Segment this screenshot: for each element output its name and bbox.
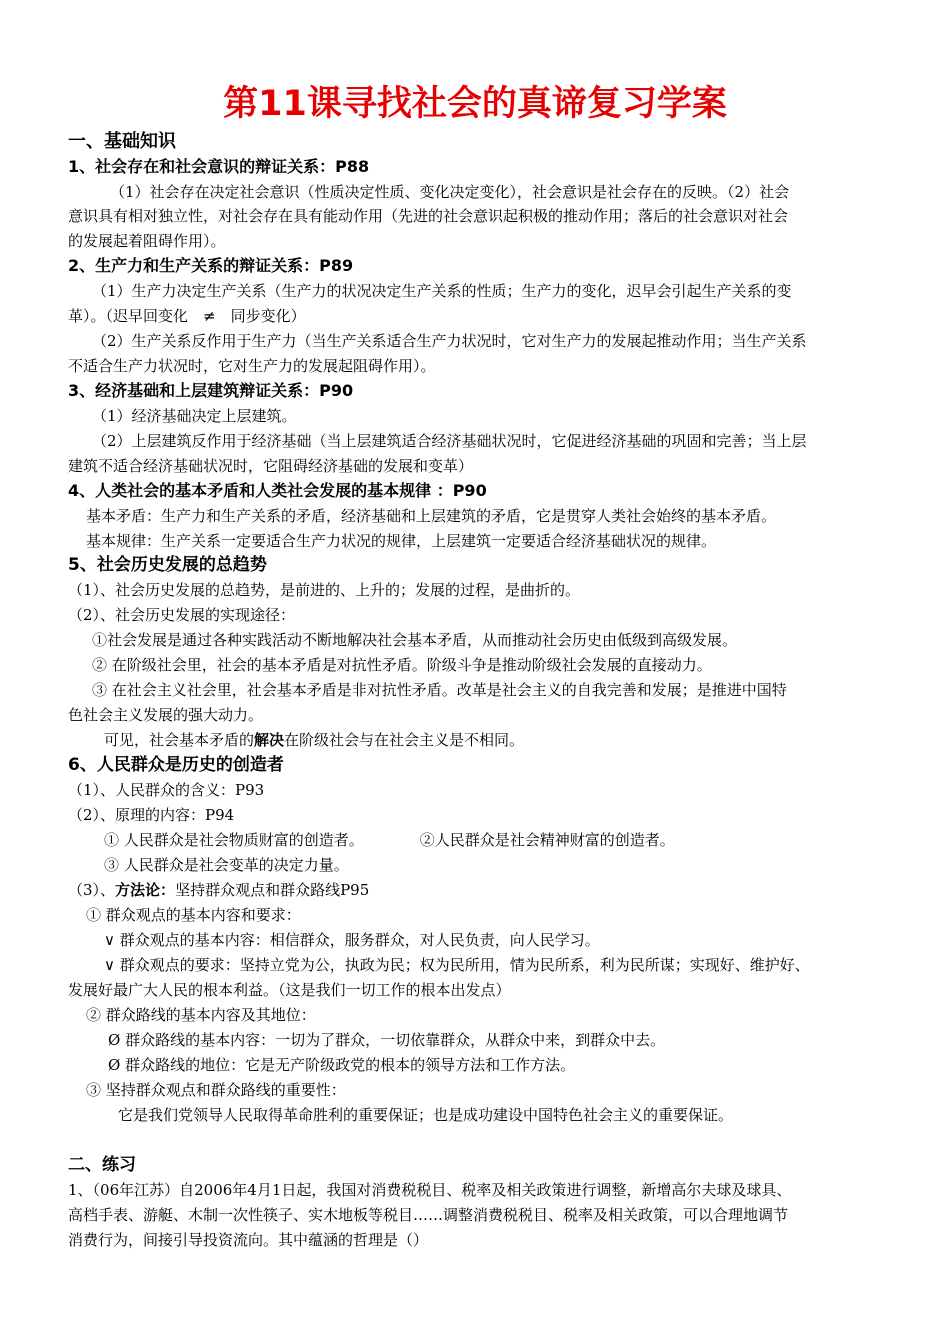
paragraph-line: 建筑不适合经济基础状况时，它阻碍经济基础的发展和变革） — [68, 457, 474, 475]
section-heading-exercises: 二、练习 — [68, 1155, 136, 1175]
paragraph-line: 基本规律：生产关系一定要适合生产力状况的规律，上层建筑一定要适合经济基础状况的规律。 — [86, 532, 717, 550]
paragraph-line — [104, 728, 524, 752]
paragraph-line: ② 在阶级社会里，社会的基本矛盾是对抗性矛盾。阶级斗争是推动阶级社会发展的直接动力。 — [92, 656, 712, 674]
question-line: 高档手表、游艇、木制一次性筷子、实木地板等税目……调整消费税税目、税率及相关政策，可以合理地调节 — [68, 1206, 789, 1224]
paragraph-line — [104, 828, 675, 852]
text-run: ① 人民群众是社会物质财富的创造者。 — [104, 831, 364, 849]
paragraph-line: ③ 坚持群众观点和群众路线的重要性： — [86, 1081, 346, 1099]
paragraph-line: （2）、社会历史发展的实现途径： — [68, 606, 296, 624]
paragraph-line: 色社会主义发展的强大动力。 — [68, 706, 264, 724]
paragraph-line: 基本矛盾：生产力和生产关系的矛盾，经济基础和上层建筑的矛盾，它是贯穿人类社会始终的基本矛盾。 — [86, 507, 777, 525]
paragraph-line: （2）生产关系反作用于生产力（当生产关系适合生产力状况时，它对生产力的发展起推动作用；当生产关系 — [92, 332, 807, 350]
heading-2: 2、生产力和生产关系的辩证关系：P89 — [68, 256, 354, 275]
text-run: 在阶级社会与在社会主义是不相同。 — [284, 731, 525, 749]
bold-text: 解决 — [254, 731, 285, 749]
paragraph-line: ∨ 群众观点的基本内容：相信群众，服务群众，对人民负责，向人民学习。 — [104, 931, 600, 949]
paragraph-line: 的发展起着阻碍作用）。 — [68, 232, 226, 250]
heading-4: 4、人类社会的基本矛盾和人类社会发展的基本规律 ：P90 — [68, 481, 487, 500]
paragraph-line: 革）。（迟早回变化 ≠ 同步变化） — [68, 307, 306, 325]
text-run: ②人民群众是社会精神财富的创造者。 — [419, 831, 675, 849]
section-heading-basics: 一、基础知识 — [68, 131, 176, 152]
paragraph-line: Ø 群众路线的地位：它是无产阶级政党的根本的领导方法和工作方法。 — [108, 1056, 576, 1074]
text-run: （3）、 — [68, 881, 116, 899]
paragraph-line: ∨ 群众观点的要求：坚持立党为公，执政为民；权为民所用，情为民所系，利为民所谋；实现好、维护好、 — [104, 956, 810, 974]
paragraph-line: （1）、人民群众的含义：P93 — [68, 781, 265, 799]
text-run: 可见，社会基本矛盾的 — [104, 731, 255, 749]
paragraph-line: 意识具有相对独立性，对社会存在具有能动作用（先进的社会意识起积极的推动作用；落后的社会意识对社会 — [68, 207, 789, 225]
paragraph-line: 发展好最广大人民的根本利益。（这是我们一切工作的根本出发点） — [68, 981, 511, 999]
bold-text: 方法论： — [115, 881, 176, 899]
page-title: 第11课寻找社会的真谛复习学案 — [223, 84, 727, 124]
paragraph-line: Ø 群众路线的基本内容：一切为了群众，一切依靠群众，从群众中来，到群众中去。 — [108, 1031, 666, 1049]
paragraph-line: （1）经济基础决定上层建筑。 — [92, 407, 297, 425]
paragraph-line: （1）社会存在决定社会意识（性质决定性质、变化决定变化），社会意识是社会存在的反映。（2）社会 — [110, 183, 790, 201]
paragraph-line: 不适合生产力状况时，它对生产力的发展起阻碍作用）。 — [68, 357, 436, 375]
heading-1: 1、社会存在和社会意识的辩证关系：P88 — [68, 157, 370, 176]
paragraph-line: ② 群众路线的基本内容及其地位： — [86, 1006, 316, 1024]
paragraph-line: （2）、原理的内容：P94 — [68, 806, 235, 824]
paragraph-line: （1）生产力决定生产关系（生产力的状况决定生产关系的性质；生产力的变化，迟早会引起生产关系的变 — [92, 282, 792, 300]
question-line: 消费行为，间接引导投资流向。其中蕴涵的哲理是（） — [68, 1231, 429, 1249]
paragraph-line: （2）上层建筑反作用于经济基础（当上层建筑适合经济基础状况时，它促进经济基础的巩固和完善；当上层 — [92, 432, 807, 450]
paragraph-line: （1）、社会历史发展的总趋势，是前进的、上升的；发展的过程，是曲折的。 — [68, 581, 581, 599]
paragraph-line: ③ 在社会主义社会里，社会基本矛盾是非对抗性矛盾。改革是社会主义的自我完善和发展；是推进中国特 — [92, 681, 787, 699]
paragraph-line: ①社会发展是通过各种实践活动不断地解决社会基本矛盾，从而推动社会历史由低级到高级发展。 — [92, 631, 738, 649]
paragraph-line: ① 群众观点的基本内容和要求： — [86, 906, 301, 924]
heading-6: 6、人民群众是历史的创造者 — [68, 755, 284, 775]
paragraph-line: 它是我们党领导人民取得革命胜利的重要保证；也是成功建设中国特色社会主义的重要保证。 — [118, 1106, 734, 1124]
paragraph-line: ③ 人民群众是社会变革的决定力量。 — [104, 856, 349, 874]
heading-3: 3、经济基础和上层建筑辩证关系：P90 — [68, 381, 354, 400]
question-line: 1、（06年江苏）自2006年4月1日起，我国对消费税税目、税率及相关政策进行调整，新增高尔夫球及球具、 — [68, 1181, 792, 1199]
heading-5: 5、社会历史发展的总趋势 — [68, 555, 267, 575]
paragraph-line — [68, 878, 369, 902]
text-run: 坚持群众观点和群众路线P95 — [175, 881, 370, 899]
